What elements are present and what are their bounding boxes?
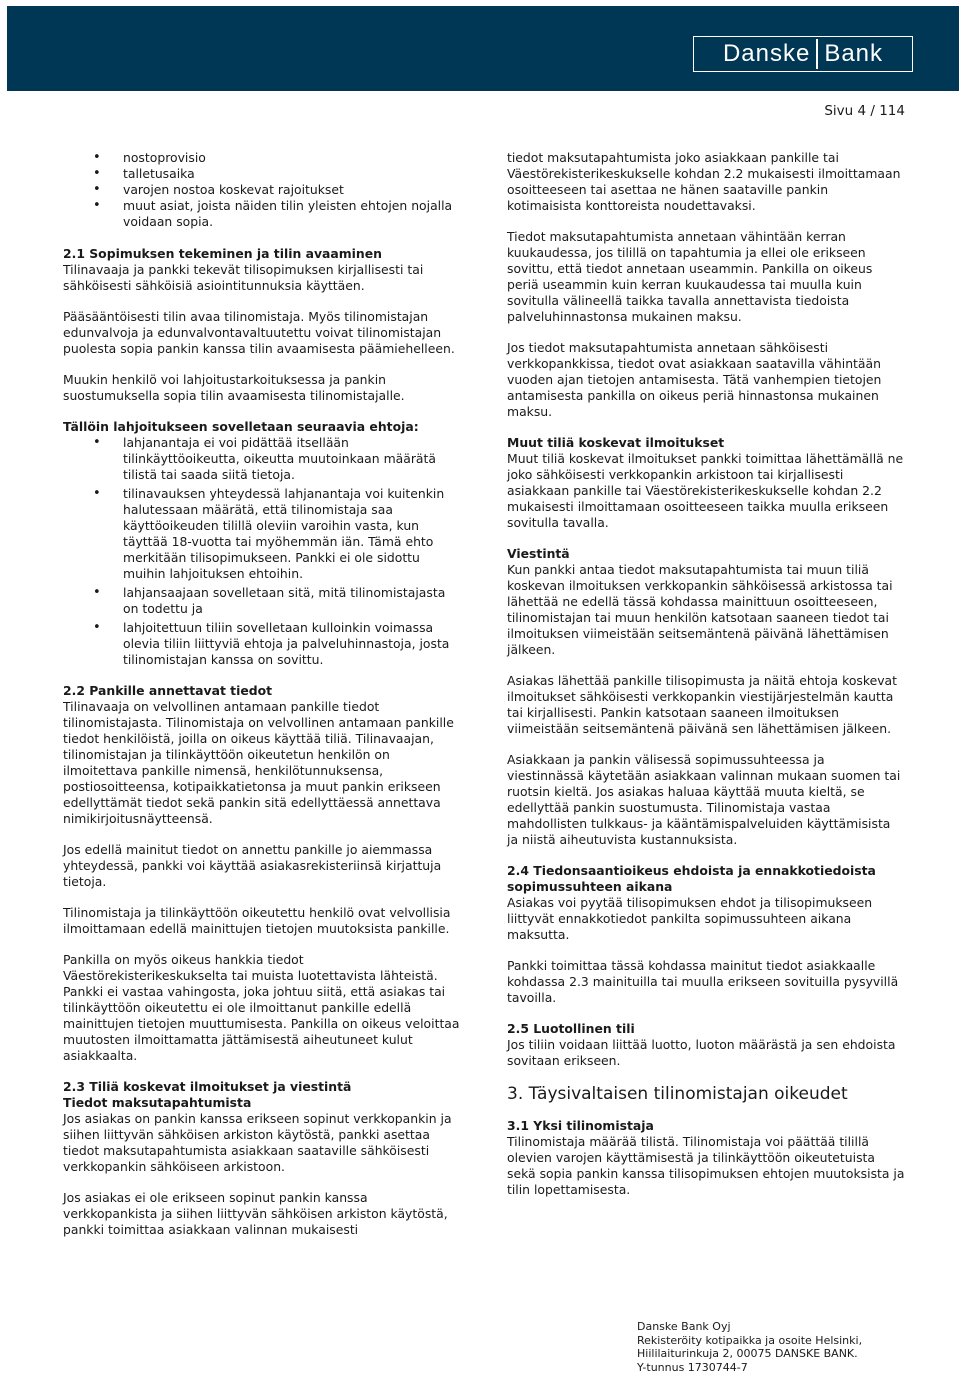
footer-business-id: Y-tunnus 1730744-7: [637, 1361, 862, 1374]
paragraph: Kun pankki antaa tiedot maksutapahtumista tai muun tiliä koskevan ilmoituksen verkkopankin sähköisessä arkistossa tai lähettää ne edellä tässä kohdassa mainittuun osoitteeseen, tilinomistajan tai muun henkilön katsotaan saaneen tiedot tai ilmoituksen viimeistään seitsemäntenä päivänä lähettämisen jälkeen.: [507, 562, 905, 658]
section-3-1-heading: 3.1 Yksi tilinomistaja: [507, 1118, 905, 1134]
paragraph: Jos asiakas on pankin kanssa erikseen sopinut verkkopankin ja siihen liittyvän sähköisen arkiston käytöstä, pankki asettaa tiedot maksutapahtumista asiakkaan saataville sähköisesti verkkopankin sähköiseen arkistoon.: [63, 1111, 463, 1175]
section-2-5-heading: 2.5 Luotollinen tili: [507, 1021, 905, 1037]
list-item: • lahjanantaja ei voi pidättää itsellään tilinkäyttöoikeutta, oikeutta muutoinkaan määrätä tilistä tai saada siitä tietoja.: [63, 435, 463, 483]
gift-terms-heading: Tällöin lahjoitukseen sovelletaan seuraavia ehtoja:: [63, 419, 463, 435]
paragraph: Pankki toimittaa tässä kohdassa mainitut tiedot asiakkaalle kohdassa 2.3 mainituilla tai muulla erikseen sovituilla pysyvillä tavoilla.: [507, 958, 905, 1006]
paragraph: Muukin henkilö voi lahjoitustarkoituksessa ja pankin suostumuksella sopia tilin avaamisesta tilinomistajalle.: [63, 372, 463, 404]
gift-terms-list: [63, 435, 463, 668]
page-number: Sivu 4 / 114: [824, 103, 905, 119]
logo-separator: [816, 39, 818, 69]
section-2-3-heading: 2.3 Tiliä koskevat ilmoitukset ja viestintä: [63, 1079, 463, 1095]
paragraph: Asiakas lähettää pankille tilisopimusta ja näitä ehtoja koskevat ilmoitukset sähköisesti verkkopankin viestijärjestelmän kautta tai kirjallisesti. Pankin katsotaan saaneen ilmoituksen viimeistään seitsemäntenä päivänä sen lähettämisen jälkeen.: [507, 673, 905, 737]
options-list: [63, 150, 463, 230]
section-2-4-heading: 2.4 Tiedonsaantioikeus ehdoista ja ennakkotiedoista sopimussuhteen aikana: [507, 863, 905, 895]
logo-text-right: Bank: [824, 40, 883, 68]
list-item: • varojen nostoa koskevat rajoitukset: [63, 182, 463, 198]
paragraph: Jos tiedot maksutapahtumista annetaan sähköisesti verkkopankkissa, tiedot ovat asiakkaan saatavilla vähintään vuoden ajan tietojen antamisesta. Tätä vanhempien tietojen antamisesta pankilla on oikeus periä hinnastonsa mukainen maksu.: [507, 340, 905, 420]
header-banner: [7, 6, 959, 91]
left-column: [63, 150, 463, 1253]
paragraph: Tilinavaaja ja pankki tekevät tilisopimuksen kirjallisesti tai sähköisesti sähköisiä asiointitunnuksia käyttäen.: [63, 262, 463, 294]
payment-info-heading: Tiedot maksutapahtumista: [63, 1095, 463, 1111]
paragraph: Pääsääntöisesti tilin avaa tilinomistaja. Myös tilinomistajan edunvalvoja ja edunvalvontavaltuutettu voivat tilinomistajan puolesta sopia pankin kanssa tilin avaamisesta päämiehelleen.: [63, 309, 463, 357]
paragraph: Jos asiakas ei ole erikseen sopinut pankin kanssa verkkopankista ja siihen liittyvän sähköisen arkiston käytöstä, pankki toimittaa asiakkaan valinnan mukaisesti: [63, 1190, 463, 1238]
paragraph: Jos edellä mainitut tiedot on annettu pankille jo aiemmassa yhteydessä, pankki voi käyttää asiakasrekisteriinsä kirjattuja tietoja.: [63, 842, 463, 890]
section-2-2-heading: 2.2 Pankille annettavat tiedot: [63, 683, 463, 699]
right-column: [507, 150, 905, 1213]
footer-address: Hiililaiturinkuja 2, 00075 DANSKE BANK.: [637, 1347, 862, 1361]
paragraph: Tiedot maksutapahtumista annetaan vähintään kerran kuukaudessa, jos tilillä on tapahtumia ja ellei ole erikseen sovittu, että tiedot annetaan useammin. Pankilla on oikeus periä useammin kuin kerran kuukaudessa tai muulla kuin sovitulla välineellä taikka tavalla annettavista tiedoista palveluhinnastonsa mukainen maksu.: [507, 229, 905, 325]
list-item: • lahjoitettuun tiliin sovelletaan kulloinkin voimassa olevia tiliin liittyviä ehtoja ja palveluhinnastoja, josta tilinomistajan kanssa on sovittu.: [63, 620, 463, 668]
danske-bank-logo: [693, 36, 913, 72]
footer-company-name: Danske Bank Oyj: [637, 1320, 862, 1334]
paragraph: Asiakas voi pyytää tilisopimuksen ehdot ja tilisopimukseen liittyvät ennakkotiedot pankilta sopimussuhteen aikana maksutta.: [507, 895, 905, 943]
company-footer: [637, 1320, 862, 1374]
paragraph: tiedot maksutapahtumista joko asiakkaan pankille tai Väestörekisterikeskukselle kohdan 2.2 mukaisesti ilmoittamaan osoitteeseen tai asettaa ne hänen saataville pankin kotimaisista konttoreista noudettavaksi.: [507, 150, 905, 214]
other-notices-heading: Muut tiliä koskevat ilmoitukset: [507, 435, 905, 451]
paragraph: Tilinomistaja määrää tilistä. Tilinomistaja voi päättää tilillä olevien varojen käyttämisestä ja tilinkäyttöön oikeutetuista sekä sopia pankin kanssa tilisopimuksen ehtojen muutoksista ja tilin lopettamisesta.: [507, 1134, 905, 1198]
logo-text-left: Danske: [723, 40, 810, 68]
paragraph: Muut tiliä koskevat ilmoitukset pankki toimittaa lähettämällä ne joko sähköisesti verkkopankin arkistoon tai kirjallisesti asiakkaan pankille tai Väestörekisterikeskukselle kohdan 2.2 mukaisesti ilmoittamaan osoitteeseen taikka muulla erikseen sovitulla tavalla.: [507, 451, 905, 531]
list-item: • nostoprovisio: [63, 150, 463, 166]
paragraph: Tilinomistaja ja tilinkäyttöön oikeutettu henkilö ovat velvollisia ilmoittamaan edellä mainittujen tietojen muutoksista pankille.: [63, 905, 463, 937]
paragraph: Asiakkaan ja pankin välisessä sopimussuhteessa ja viestinnässä käytetään asiakkaan valinnan mukaan suomen tai ruotsin kieltä. Jos asiakas haluaa käyttää muuta kieltä, se edellyttää pankin suostumusta. Tilinomistaja vastaa mahdollisten tulkkaus- ja kääntämispalveluiden käyttämisista ja niistä aiheutuvista kustannuksista.: [507, 752, 905, 848]
section-3-heading: 3. Täysivaltaisen tilinomistajan oikeudet: [507, 1084, 905, 1104]
section-2-1-heading: 2.1 Sopimuksen tekeminen ja tilin avaaminen: [63, 246, 463, 262]
paragraph: Jos tiliin voidaan liittää luotto, luoton määrästä ja sen ehdoista sovitaan erikseen.: [507, 1037, 905, 1069]
paragraph: Tilinavaaja on velvollinen antamaan pankille tiedot tilinomistajasta. Tilinomistaja on velvollinen antamaan pankille tiedot henkilöistä, joilla on oikeus käyttää tiliä. Tilinavaajan, tilinomistajan ja tilinkäyttöön oikeutetun henkilön on ilmoitettava pankille nimensä, henkilötunnuksensa, postiosoitteensa, kotipaikkatietonsa ja muut pankin erikseen edellyttämät tiedot sekä pankin sitä edellyttäessä annettava nimikirjoitusnäytteensä.: [63, 699, 463, 827]
communication-heading: Viestintä: [507, 546, 905, 562]
list-item: • tilinavauksen yhteydessä lahjanantaja voi kuitenkin halutessaan määrätä, että tilinomistaja saa käyttöoikeuden tilillä oleviin varoihin vasta, kun täyttää 18-vuotta tai myöhemmän iän. Tämä ehto merkitään tilisopimukseen. Pankki ei ole sidottu muihin lahjoituksen ehtoihin.: [63, 486, 463, 582]
footer-registered-office: Rekisteröity kotipaikka ja osoite Helsinki,: [637, 1334, 862, 1348]
list-item: • lahjansaajaan sovelletaan sitä, mitä tilinomistajasta on todettu ja: [63, 585, 463, 617]
list-item: • muut asiat, joista näiden tilin yleisten ehtojen nojalla voidaan sopia.: [63, 198, 463, 230]
list-item: • talletusaika: [63, 166, 463, 182]
paragraph: Pankilla on myös oikeus hankkia tiedot Väestörekisterikeskukselta tai muista luotettavista lähteistä. Pankki ei vastaa vahingosta, joka johtuu siitä, että asiakas tai tilinkäyttöön oikeutettu ei ole ilmoittanut pankille edellä mainittujen tietojen muuttumisesta. Pankilla on oikeus veloittaa muutosten ilmoittamatta jättämisestä aiheutuneet kulut asiakkaalta.: [63, 952, 463, 1064]
